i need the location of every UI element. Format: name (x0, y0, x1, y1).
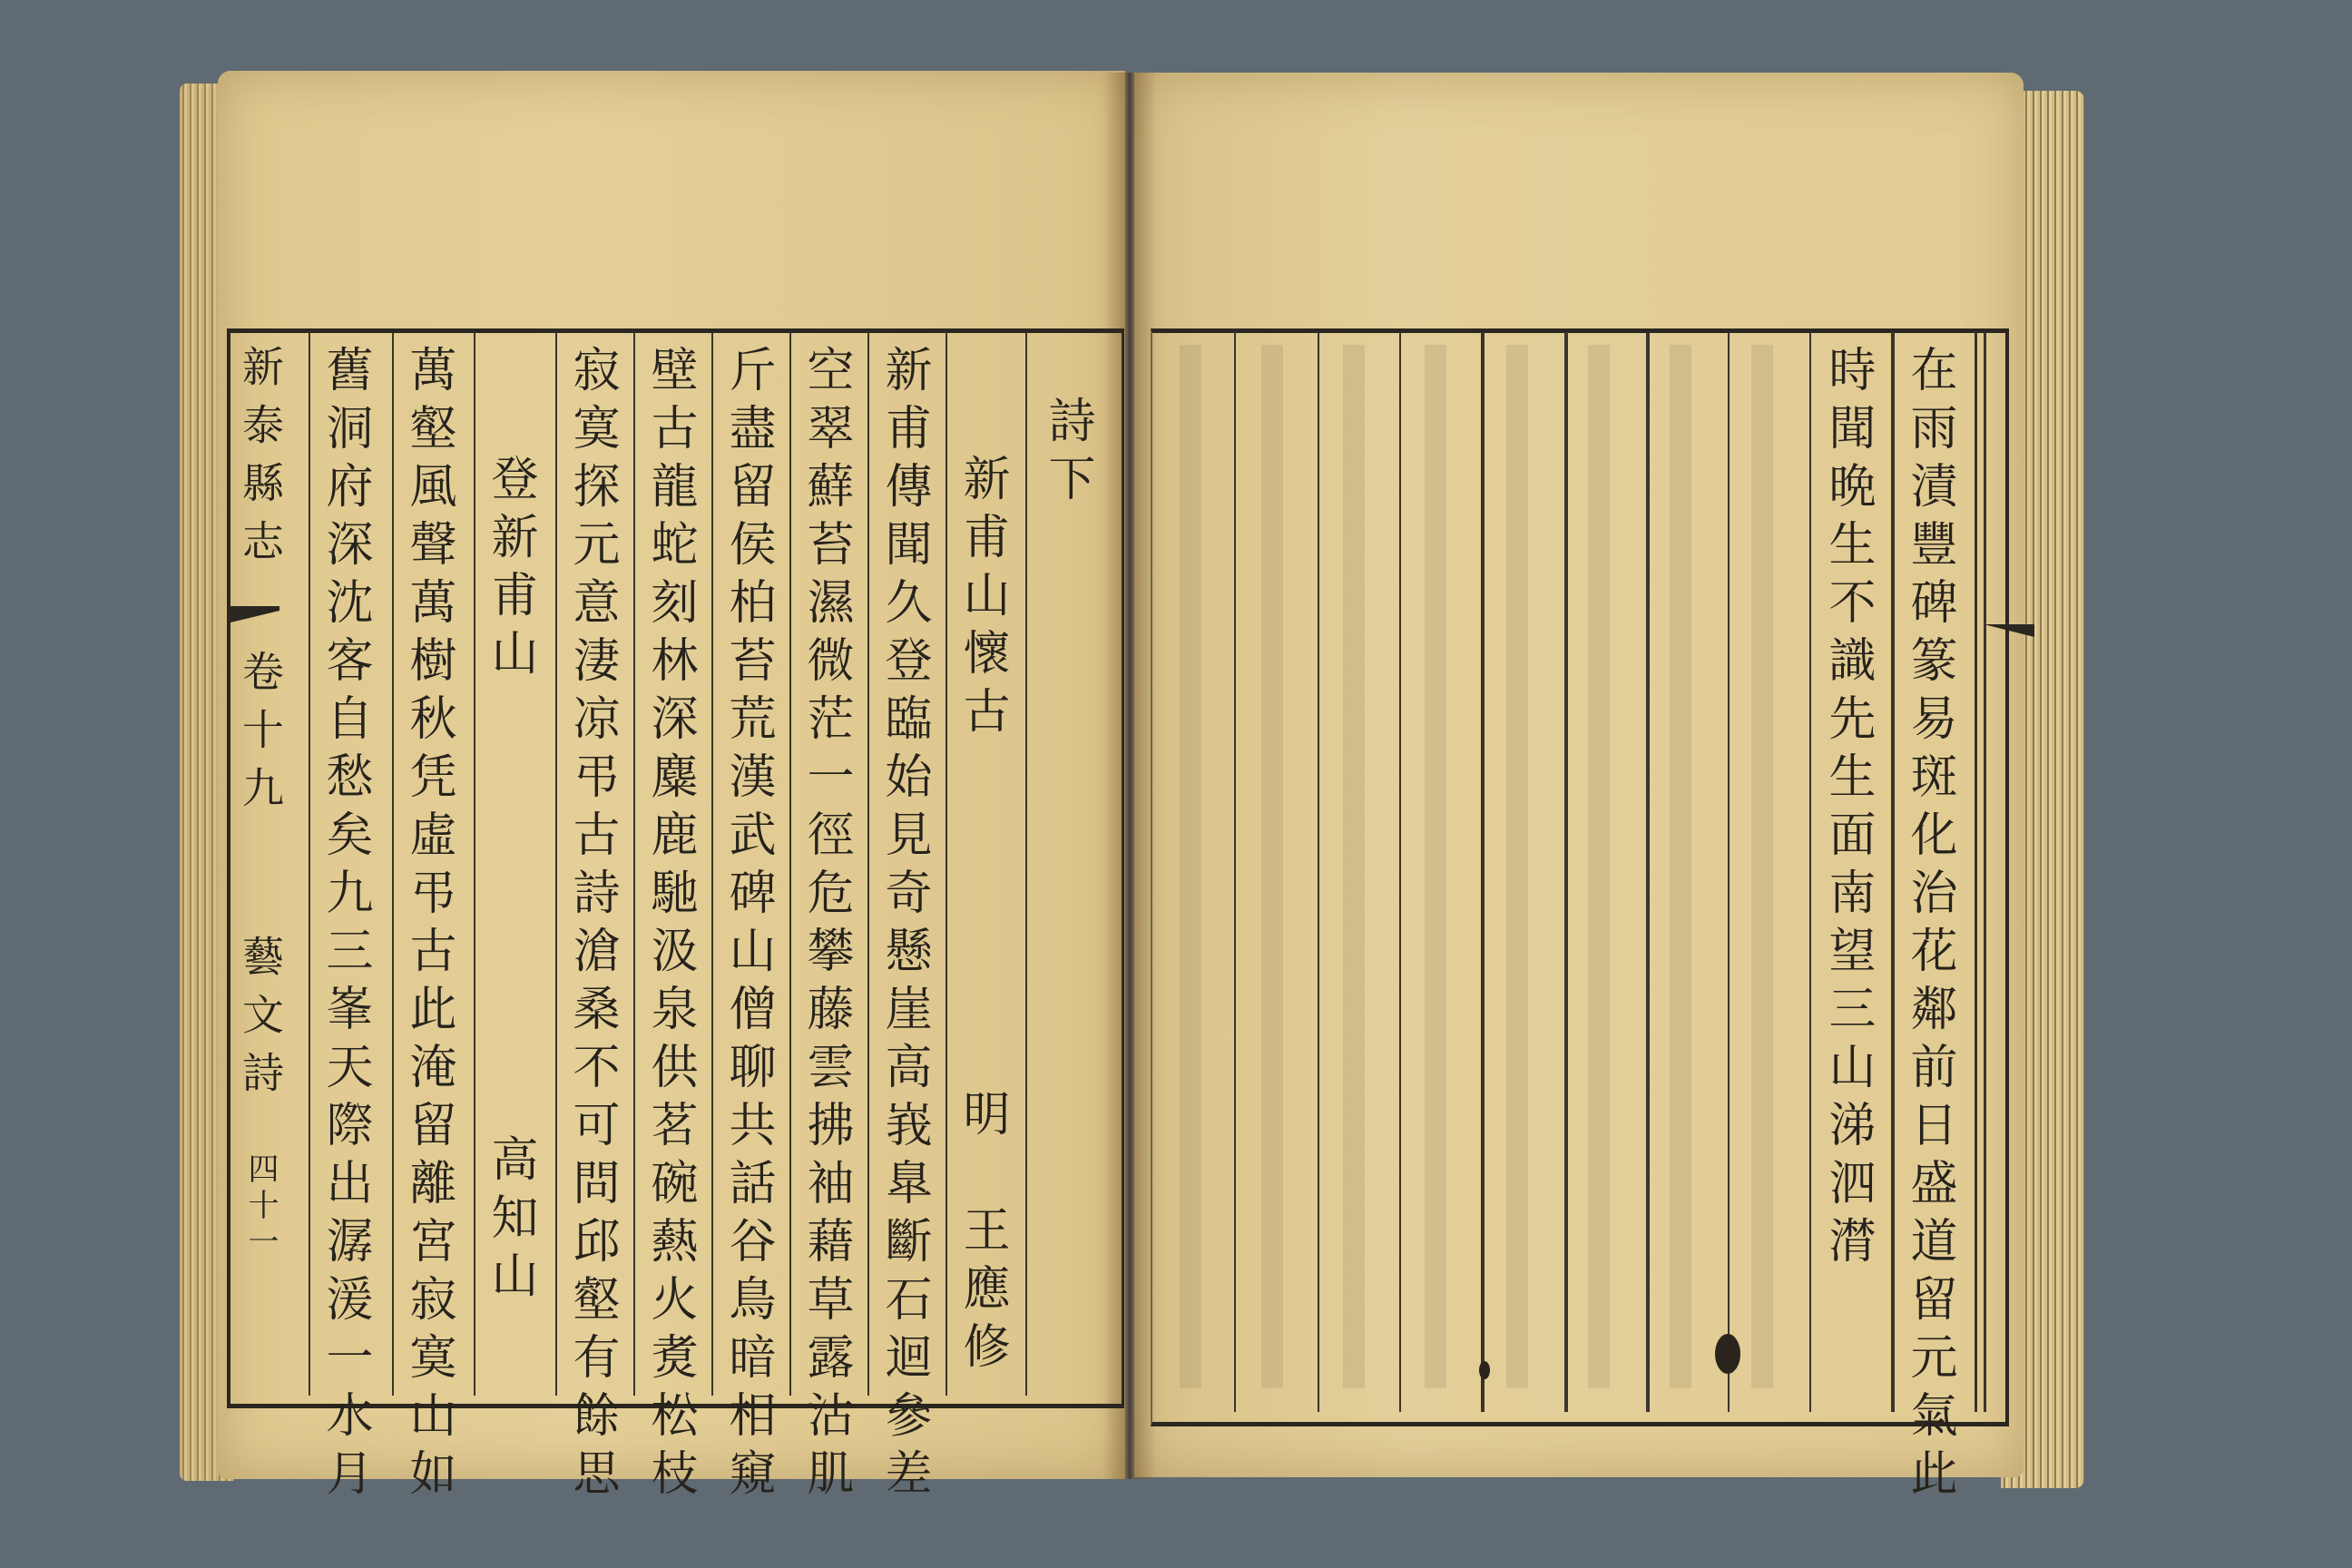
section-heading: 詩下 (1040, 396, 1094, 512)
margin-volume: 卷十九 (236, 650, 285, 824)
poem-title: 新甫山懷古 (955, 454, 1009, 744)
poem-line: 新甫傳聞久登臨始見奇懸崖高峩臯斷石迴參差 (877, 345, 931, 1506)
poem-line: 舊洞府深沈客自愁矣九三峯天際出潺湲一水月 (318, 345, 372, 1506)
text-line: 在雨漬豐碑篆易斑化治花鄰前日盛道留元氣此 (1902, 345, 1956, 1506)
poem-line: 萬壑風聲萬樹秋凭虛弔古此淹留離宮寂寞山如 (401, 345, 456, 1506)
poem-title: 登新甫山 (483, 454, 537, 686)
poem-line: 空翠蘚苔濕微茫一徑危攀藤雲拂袖藉草露沾肌 (799, 345, 853, 1506)
ink-blot (1715, 1334, 1740, 1374)
margin-page-number: 四十一 (242, 1152, 279, 1261)
right-text-frame (1151, 328, 2009, 1426)
text-line: 時聞晩生不識先生面南望三山涕泗潸 (1820, 345, 1875, 1274)
poem-author: 明 王應修 (955, 1089, 1009, 1379)
poem-line: 壁古龍蛇刻林深麋鹿馳汲泉供茗碗爇火煑松枝 (642, 345, 697, 1506)
margin-book-title: 新泰縣志 (236, 345, 285, 577)
poem-author: 高知山 (483, 1134, 537, 1308)
margin-section: 藝文詩 (236, 935, 285, 1109)
poem-line: 斤盡留侯柏苔荒漢武碑山僧聊共話谷鳥暗相窺 (720, 345, 775, 1506)
poem-line: 寂寞探元意淒凉弔古詩滄桑不可問邱壑有餘思 (564, 345, 619, 1506)
fishtail-mark (227, 606, 279, 631)
ink-blot (1479, 1361, 1490, 1379)
fishtail-mark (1984, 624, 2034, 644)
